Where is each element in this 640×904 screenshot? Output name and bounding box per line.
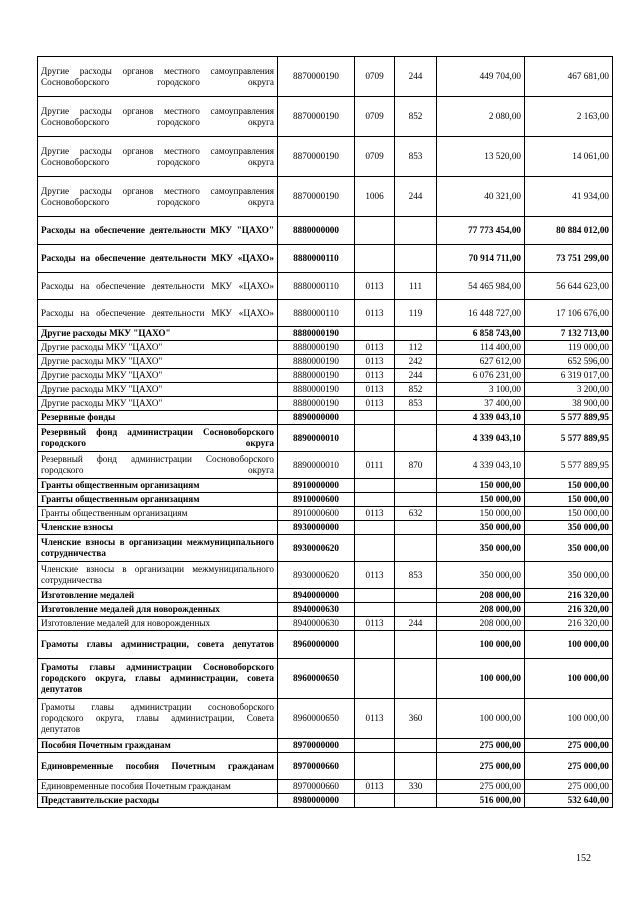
table-row [38,535,613,562]
cell-name: Другие расходы МКУ "ЦАХО" [38,383,278,397]
cell-section [355,631,395,659]
cell-value-2: 17 106 676,00 [525,300,613,327]
cell-code: 8870000190 [278,137,355,177]
cell-value-2: 275 000,00 [525,753,613,780]
cell-value-2: 5 577 889,95 [525,411,613,425]
cell-section: 0113 [355,507,395,521]
cell-value-2: 3 200,00 [525,383,613,397]
cell-value-2: 350 000,00 [525,535,613,562]
table-row [38,589,613,603]
cell-type: 119 [395,300,437,327]
table-row [38,355,613,369]
cell-section: 0709 [355,97,395,137]
cell-code: 8960000650 [278,659,355,699]
cell-value-2: 652 596,00 [525,355,613,369]
cell-section [355,479,395,493]
cell-value-2: 6 319 017,00 [525,369,613,383]
cell-code: 8970000660 [278,780,355,794]
cell-name: Членские взносы [38,521,278,535]
cell-value-1: 627 612,00 [437,355,525,369]
cell-code: 8960000650 [278,699,355,739]
table-row [38,521,613,535]
table-row [38,780,613,794]
cell-value-2: 5 577 889,95 [525,425,613,452]
cell-value-1: 16 448 727,00 [437,300,525,327]
cell-type [395,739,437,753]
cell-section: 0709 [355,137,395,177]
cell-value-2: 80 884 012,00 [525,217,613,245]
table-row [38,659,613,699]
cell-name: Грамоты главы администрации, совета депутатов [38,631,278,659]
table-row [38,479,613,493]
cell-type: 242 [395,355,437,369]
cell-value-1: 350 000,00 [437,562,525,589]
cell-value-1: 208 000,00 [437,589,525,603]
cell-value-2: 100 000,00 [525,631,613,659]
cell-value-2: 150 000,00 [525,479,613,493]
cell-name: Членские взносы в организации межмуниципального сотрудничества [38,562,278,589]
cell-type: 632 [395,507,437,521]
cell-value-2: 275 000,00 [525,780,613,794]
cell-section: 0113 [355,341,395,355]
cell-code: 8940000630 [278,617,355,631]
cell-name: Представительские расходы [38,794,278,808]
cell-name: Другие расходы МКУ "ЦАХО" [38,327,278,341]
cell-type: 852 [395,383,437,397]
cell-value-1: 6 858 743,00 [437,327,525,341]
cell-code: 8970000000 [278,739,355,753]
table-row [38,273,613,300]
cell-section [355,535,395,562]
cell-code: 8880000190 [278,355,355,369]
cell-value-1: 6 076 231,00 [437,369,525,383]
cell-value-2: 100 000,00 [525,659,613,699]
cell-name: Другие расходы МКУ "ЦАХО" [38,397,278,411]
cell-name: Пособия Почетным гражданам [38,739,278,753]
cell-code: 8880000110 [278,300,355,327]
table-row [38,425,613,452]
cell-name: Единовременные пособия Почетным гражданам [38,753,278,780]
cell-value-1: 40 321,00 [437,177,525,217]
cell-code: 8880000110 [278,273,355,300]
cell-value-2: 216 320,00 [525,603,613,617]
cell-type: 870 [395,452,437,479]
cell-value-1: 150 000,00 [437,479,525,493]
cell-value-1: 2 080,00 [437,97,525,137]
cell-value-1: 275 000,00 [437,780,525,794]
table-row [38,300,613,327]
cell-name: Расходы на обеспечение деятельности МКУ «ЦАХО» [38,300,278,327]
cell-type [395,794,437,808]
cell-value-2: 5 577 889,95 [525,452,613,479]
cell-type: 330 [395,780,437,794]
cell-name: Расходы на обеспечение деятельности МКУ «ЦАХО» [38,273,278,300]
cell-value-1: 114 400,00 [437,341,525,355]
cell-type [395,411,437,425]
cell-type: 111 [395,273,437,300]
table-row [38,137,613,177]
cell-name: Гранты общественным организациям [38,507,278,521]
cell-value-1: 100 000,00 [437,631,525,659]
budget-table [37,56,613,808]
table-row [38,452,613,479]
cell-section [355,521,395,535]
cell-section: 0113 [355,369,395,383]
cell-section: 0113 [355,355,395,369]
cell-value-2: 216 320,00 [525,589,613,603]
cell-name: Изготовление медалей для новорожденных [38,603,278,617]
table-row [38,245,613,273]
cell-value-2: 38 900,00 [525,397,613,411]
cell-code: 8880000190 [278,383,355,397]
cell-value-2: 100 000,00 [525,699,613,739]
cell-type: 244 [395,177,437,217]
cell-type: 112 [395,341,437,355]
cell-value-1: 100 000,00 [437,699,525,739]
cell-value-2: 275 000,00 [525,739,613,753]
cell-value-1: 4 339 043,10 [437,425,525,452]
cell-value-1: 13 520,00 [437,137,525,177]
cell-code: 8930000620 [278,562,355,589]
table-row [38,631,613,659]
budget-table-body [38,57,613,808]
cell-code: 8940000000 [278,589,355,603]
cell-name: Резервные фонды [38,411,278,425]
cell-type: 244 [395,57,437,97]
table-row [38,794,613,808]
cell-code: 8870000190 [278,177,355,217]
cell-type [395,603,437,617]
cell-value-2: 7 132 713,00 [525,327,613,341]
cell-type [395,589,437,603]
cell-value-1: 150 000,00 [437,493,525,507]
cell-type [395,493,437,507]
cell-value-1: 449 704,00 [437,57,525,97]
cell-type [395,425,437,452]
cell-section: 0113 [355,300,395,327]
cell-name: Расходы на обеспечение деятельности МКУ "ЦАХО" [38,217,278,245]
cell-value-1: 150 000,00 [437,507,525,521]
cell-section [355,411,395,425]
cell-code: 8910000600 [278,507,355,521]
table-row [38,369,613,383]
cell-value-1: 208 000,00 [437,617,525,631]
cell-code: 8930000620 [278,535,355,562]
cell-section [355,739,395,753]
cell-type [395,535,437,562]
cell-code: 8970000660 [278,753,355,780]
cell-value-1: 275 000,00 [437,753,525,780]
cell-name: Другие расходы МКУ "ЦАХО" [38,341,278,355]
cell-section [355,603,395,617]
cell-value-2: 467 681,00 [525,57,613,97]
cell-section: 0113 [355,397,395,411]
cell-type [395,327,437,341]
table-row [38,603,613,617]
cell-name: Другие расходы органов местного самоуправления Сосновоборского городского округа [38,177,278,217]
cell-name: Расходы на обеспечение деятельности МКУ «ЦАХО» [38,245,278,273]
cell-code: 8980000000 [278,794,355,808]
cell-section: 1006 [355,177,395,217]
cell-type [395,479,437,493]
cell-type: 360 [395,699,437,739]
cell-section: 0111 [355,452,395,479]
cell-type [395,659,437,699]
cell-value-2: 56 644 623,00 [525,273,613,300]
cell-section [355,493,395,507]
cell-value-2: 350 000,00 [525,521,613,535]
cell-name: Изготовление медалей [38,589,278,603]
cell-section [355,245,395,273]
cell-section: 0113 [355,562,395,589]
cell-name: Другие расходы МКУ "ЦАХО" [38,355,278,369]
cell-name: Единовременные пособия Почетным гражданам [38,780,278,794]
table-row [38,57,613,97]
cell-value-1: 37 400,00 [437,397,525,411]
cell-code: 8890000010 [278,452,355,479]
cell-section [355,327,395,341]
table-row [38,397,613,411]
cell-type: 852 [395,97,437,137]
cell-code: 8880000190 [278,327,355,341]
table-row [38,493,613,507]
cell-code: 8870000190 [278,57,355,97]
cell-section: 0113 [355,780,395,794]
cell-section: 0113 [355,383,395,397]
cell-type: 244 [395,617,437,631]
table-row [38,411,613,425]
cell-value-1: 4 339 043,10 [437,411,525,425]
cell-value-1: 54 465 984,00 [437,273,525,300]
cell-value-2: 350 000,00 [525,562,613,589]
cell-type: 853 [395,562,437,589]
page-number: 152 [576,853,591,864]
cell-section [355,753,395,780]
cell-section [355,217,395,245]
cell-code: 8880000110 [278,245,355,273]
cell-type [395,631,437,659]
cell-code: 8960000000 [278,631,355,659]
table-row [38,507,613,521]
cell-name: Другие расходы органов местного самоуправления Сосновоборского городского округа [38,137,278,177]
cell-type: 853 [395,137,437,177]
cell-value-2: 216 320,00 [525,617,613,631]
cell-code: 8880000190 [278,369,355,383]
cell-type: 853 [395,397,437,411]
cell-name: Другие расходы органов местного самоуправления Сосновоборского городского округа [38,97,278,137]
cell-section [355,589,395,603]
cell-type [395,521,437,535]
table-row [38,699,613,739]
cell-value-1: 3 100,00 [437,383,525,397]
table-row [38,562,613,589]
cell-name: Резервный фонд администрации Сосновоборского городского округа [38,425,278,452]
cell-value-2: 150 000,00 [525,507,613,521]
cell-name: Грамоты главы администрации Сосновоборского городского округа, главы администрации, совета депутатов [38,659,278,699]
cell-type: 244 [395,369,437,383]
table-row [38,97,613,137]
cell-name: Членские взносы в организации межмуниципального сотрудничества [38,535,278,562]
cell-name: Другие расходы органов местного самоуправления Сосновоборского городского округа [38,57,278,97]
cell-value-1: 275 000,00 [437,739,525,753]
cell-section [355,659,395,699]
cell-code: 8910000600 [278,493,355,507]
cell-code: 8880000190 [278,397,355,411]
cell-code: 8930000000 [278,521,355,535]
cell-code: 8890000010 [278,425,355,452]
cell-section: 0113 [355,617,395,631]
cell-section: 0709 [355,57,395,97]
cell-name: Гранты общественным организациям [38,479,278,493]
cell-value-2: 150 000,00 [525,493,613,507]
table-row [38,739,613,753]
cell-code: 8910000000 [278,479,355,493]
cell-value-2: 73 751 299,00 [525,245,613,273]
cell-value-1: 208 000,00 [437,603,525,617]
cell-value-2: 14 061,00 [525,137,613,177]
cell-value-1: 516 000,00 [437,794,525,808]
cell-name: Другие расходы МКУ "ЦАХО" [38,369,278,383]
cell-value-2: 41 934,00 [525,177,613,217]
cell-code: 8870000190 [278,97,355,137]
cell-value-1: 350 000,00 [437,535,525,562]
cell-value-1: 4 339 043,10 [437,452,525,479]
cell-value-1: 350 000,00 [437,521,525,535]
cell-value-1: 70 914 711,00 [437,245,525,273]
cell-name: Изготовление медалей для новорожденных [38,617,278,631]
table-row [38,327,613,341]
cell-code: 8940000630 [278,603,355,617]
table-row [38,383,613,397]
cell-section: 0113 [355,273,395,300]
cell-value-2: 2 163,00 [525,97,613,137]
cell-section [355,425,395,452]
cell-value-2: 119 000,00 [525,341,613,355]
cell-section: 0113 [355,699,395,739]
cell-code: 8890000000 [278,411,355,425]
table-row [38,753,613,780]
cell-value-1: 77 773 454,00 [437,217,525,245]
table-row [38,617,613,631]
cell-name: Грамоты главы администрации сосновоборского городского округа, главы администрации, Совета депутатов [38,699,278,739]
cell-type [395,217,437,245]
cell-name: Резервный фонд администрации Сосновоборского городского округа [38,452,278,479]
cell-code: 8880000000 [278,217,355,245]
table-row [38,217,613,245]
cell-value-2: 532 640,00 [525,794,613,808]
cell-name: Гранты общественным организациям [38,493,278,507]
table-row [38,177,613,217]
cell-type [395,753,437,780]
cell-section [355,794,395,808]
cell-value-1: 100 000,00 [437,659,525,699]
cell-code: 8880000190 [278,341,355,355]
table-row [38,341,613,355]
cell-type [395,245,437,273]
